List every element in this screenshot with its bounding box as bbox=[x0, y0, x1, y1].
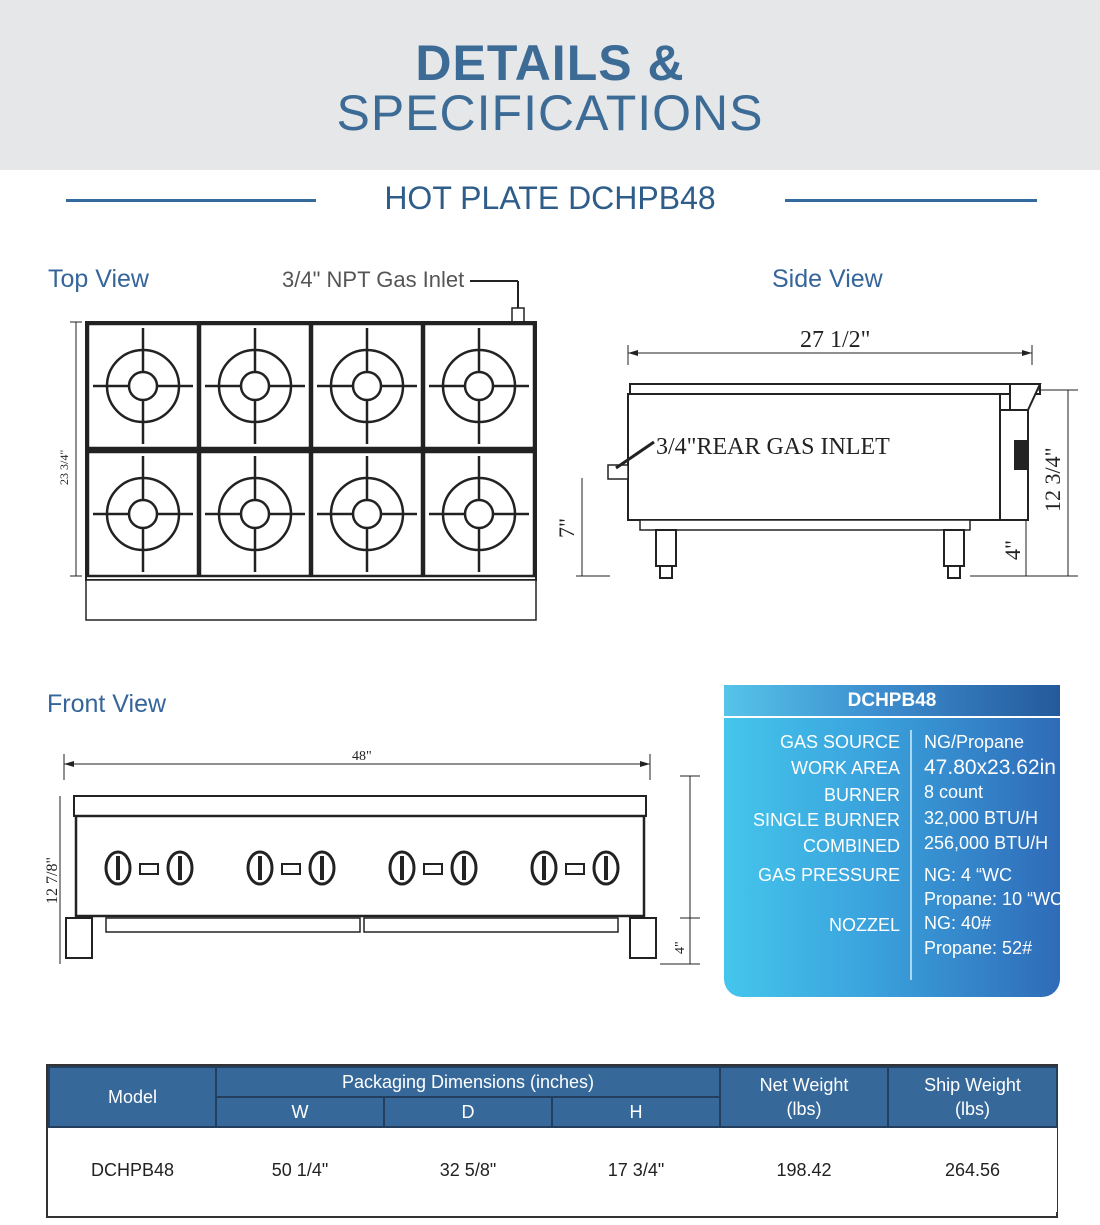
spec-label: COMBINED bbox=[802, 836, 900, 856]
spec-label: SINGLE BURNER bbox=[752, 810, 900, 830]
cell-d: 32 5/8" bbox=[439, 1159, 497, 1180]
product-title: HOT PLATE DCHPB48 bbox=[384, 180, 716, 216]
front-view-label: Front View bbox=[47, 690, 167, 718]
ship-weight-label: Ship Weight bbox=[924, 1075, 1021, 1095]
side-width-dim: 27 1/2" bbox=[800, 327, 871, 353]
rear-gas-inlet-note: 3/4"REAR GAS INLET bbox=[656, 434, 890, 460]
cell-w: 50 1/4" bbox=[271, 1159, 329, 1180]
spec-value: 256,000 BTU/H bbox=[924, 833, 1049, 853]
top-view-label: Top View bbox=[48, 265, 149, 293]
net-weight-label: Net Weight bbox=[759, 1075, 849, 1095]
col-packaging: Packaging Dimensions (inches) bbox=[216, 1067, 720, 1097]
cell-ship-weight: 264.56 bbox=[944, 1159, 1001, 1180]
col-net-weight bbox=[720, 1067, 888, 1127]
front-width-dim: 48" bbox=[352, 749, 372, 764]
pilot-switch bbox=[140, 864, 158, 874]
pilot-switch bbox=[566, 864, 584, 874]
front-leg-dim: 4" bbox=[673, 941, 688, 954]
cell-h: 17 3/4" bbox=[607, 1159, 665, 1180]
col-h: H bbox=[552, 1097, 720, 1127]
side-view-label: Side View bbox=[772, 265, 883, 293]
net-weight-unit: (lbs) bbox=[786, 1099, 822, 1119]
divider-right bbox=[785, 199, 1037, 202]
cell-net-weight: 198.42 bbox=[776, 1159, 832, 1180]
col-d: D bbox=[384, 1097, 552, 1127]
col-model: Model bbox=[49, 1067, 216, 1127]
table-row bbox=[49, 1127, 1057, 1212]
spec-value: NG: 40# bbox=[924, 913, 992, 933]
col-ship-weight bbox=[888, 1067, 1057, 1127]
spec-value: Propane: 10 “WC bbox=[924, 889, 1064, 909]
spec-value: Propane: 52# bbox=[924, 938, 1033, 958]
ship-weight-unit: (lbs) bbox=[955, 1099, 991, 1119]
header-title-line2: SPECIFICATIONS bbox=[336, 85, 764, 141]
spec-label: WORK AREA bbox=[790, 758, 900, 778]
spec-label: GAS PRESSURE bbox=[757, 865, 900, 885]
pilot-switch bbox=[282, 864, 300, 874]
spec-card bbox=[724, 685, 1064, 997]
packaging-table bbox=[48, 1066, 1058, 1212]
spec-card-divider bbox=[910, 730, 912, 980]
top-view-drawing bbox=[40, 270, 560, 630]
spec-card-title: DCHPB48 bbox=[724, 685, 1060, 718]
side-leg-dim: 4" bbox=[1000, 540, 1025, 560]
side-view-drawing bbox=[554, 320, 1090, 590]
spec-value: 47.80x23.62in bbox=[924, 756, 1056, 779]
spec-value: 8 count bbox=[924, 782, 984, 802]
cell-model: DCHPB48 bbox=[90, 1159, 175, 1180]
spec-value: NG: 4 “WC bbox=[924, 865, 1012, 885]
spec-value: NG/Propane bbox=[924, 732, 1025, 752]
packaging-table-frame bbox=[46, 1064, 1058, 1218]
header-banner bbox=[0, 0, 1100, 170]
header-title-line1: DETAILS & bbox=[415, 35, 685, 91]
front-view-drawing bbox=[40, 740, 700, 980]
front-height-dim: 12 7/8" bbox=[44, 857, 61, 904]
col-w: W bbox=[216, 1097, 384, 1127]
side-height-dim: 12 3/4" bbox=[1040, 447, 1065, 512]
top-depth-dim: 23 3/4" bbox=[57, 449, 71, 485]
spec-label: BURNER bbox=[823, 785, 900, 805]
spec-label: NOZZEL bbox=[828, 915, 900, 935]
gas-inlet-note: 3/4" NPT Gas Inlet bbox=[282, 267, 465, 292]
side-inlet-height-dim: 7" bbox=[554, 518, 579, 538]
spec-value: 32,000 BTU/H bbox=[924, 808, 1039, 828]
spec-label: GAS SOURCE bbox=[779, 732, 900, 752]
pilot-switch bbox=[424, 864, 442, 874]
